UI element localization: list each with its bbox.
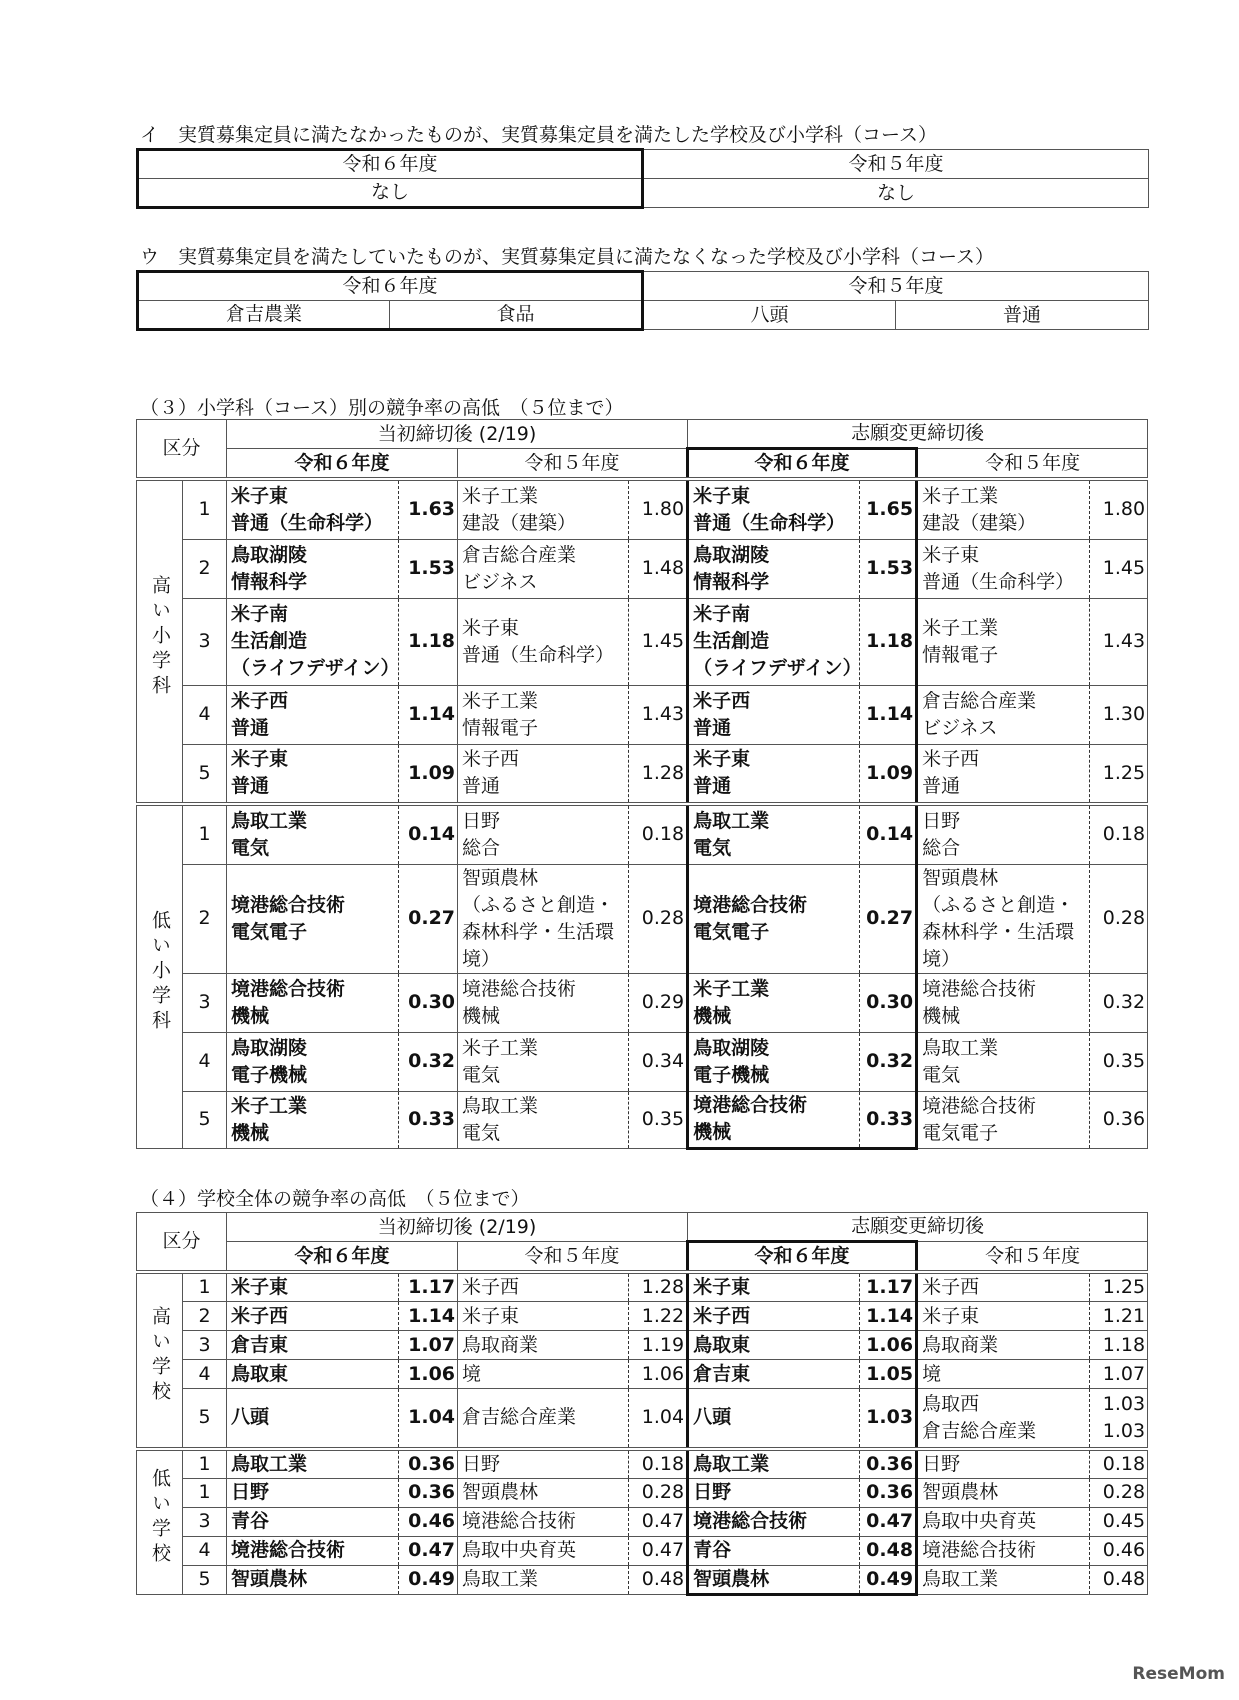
table-row <box>137 1389 1148 1449</box>
competition-rate: 0.36 <box>399 1449 458 1479</box>
school-course: 智頭農林 <box>458 1478 629 1507</box>
school-course: 米子東 普通（生命科学） <box>227 479 399 539</box>
competition-rate: 1.14 <box>399 685 458 744</box>
school-course: 鳥取東 <box>688 1331 860 1360</box>
table-row <box>137 864 1148 973</box>
school-course: 鳥取湖陵 電子機械 <box>688 1032 860 1091</box>
school-course: 鳥取工業 電気 <box>917 1032 1090 1091</box>
school-course: 境港総合技術 <box>688 1507 860 1536</box>
school-course: 米子南 生活創造 （ライフデザイン） <box>227 598 399 685</box>
school-course: 智頭農林 （ふるさと創造・森林科学・生活環境） <box>917 864 1090 973</box>
school-course: 日野 <box>688 1478 860 1507</box>
group-label: 低い小学科 <box>137 804 183 1148</box>
table4-title: （４）学校全体の競争率の高低 （５位まで） <box>140 1188 530 1210</box>
school-course: 鳥取工業 電気 <box>688 804 860 864</box>
school-course: 米子西 普通 <box>458 744 629 804</box>
competition-rate: 1.53 <box>860 539 917 598</box>
school-course: 米子西 <box>688 1302 860 1331</box>
competition-rate: 0.47 <box>399 1536 458 1565</box>
competition-rate: 1.06 <box>399 1360 458 1389</box>
competition-rate: 1.04 <box>399 1389 458 1449</box>
school-course: 倉吉総合産業 <box>458 1389 629 1449</box>
rank: 5 <box>183 1389 227 1449</box>
school-course: 倉吉東 <box>227 1331 399 1360</box>
school-course: 米子西 普通 <box>227 685 399 744</box>
competition-rate: 1.06 <box>860 1331 917 1360</box>
school-course: 智頭農林 <box>227 1565 399 1594</box>
competition-rate: 1.03 <box>860 1389 917 1449</box>
competition-rate: 0.49 <box>399 1565 458 1594</box>
competition-rate: 1.04 <box>629 1389 688 1449</box>
change-r6-header: 令和６年度 <box>688 449 917 480</box>
competition-rate: 1.21 <box>1090 1302 1148 1331</box>
school-course: 米子工業 建設（建築） <box>917 479 1090 539</box>
rank: 1 <box>183 1449 227 1479</box>
competition-rate: 0.18 <box>629 1449 688 1479</box>
rank: 5 <box>183 744 227 804</box>
table-row <box>137 1272 1148 1302</box>
group-label: 高い学校 <box>137 1272 183 1449</box>
kubun-header: 区分 <box>137 420 227 480</box>
school-course: 鳥取湖陵 電子機械 <box>227 1032 399 1091</box>
school-course: 米子東 普通（生命科学） <box>688 479 860 539</box>
course-ranking-table <box>136 419 1148 1150</box>
school-course: 鳥取湖陵 情報科学 <box>688 539 860 598</box>
school-course: 青谷 <box>688 1536 860 1565</box>
initial-r6-header: 令和６年度 <box>227 1242 458 1273</box>
school-course: 米子東 <box>458 1302 629 1331</box>
competition-rate: 1.05 <box>860 1360 917 1389</box>
competition-rate: 0.18 <box>629 804 688 864</box>
change-r5-header: 令和５年度 <box>917 1242 1148 1273</box>
school-course: 米子工業 電気 <box>458 1032 629 1091</box>
school-course: 鳥取東 <box>227 1360 399 1389</box>
school-course: 境 <box>458 1360 629 1389</box>
change-deadline-header: 志願変更締切後 <box>688 420 1148 449</box>
school-course: 鳥取商業 <box>458 1331 629 1360</box>
rank: 3 <box>183 1507 227 1536</box>
competition-rate: 1.25 <box>1090 744 1148 804</box>
r6-course: 食品 <box>390 301 643 330</box>
rank: 5 <box>183 1091 227 1148</box>
school-course: 境港総合技術 <box>458 1507 629 1536</box>
group-label: 高い小学科 <box>137 479 183 804</box>
competition-rate: 1.07 <box>399 1331 458 1360</box>
rank: 4 <box>183 685 227 744</box>
competition-rate: 0.46 <box>399 1507 458 1536</box>
school-course: 境港総合技術 <box>917 1536 1090 1565</box>
competition-rate: 0.28 <box>629 864 688 973</box>
competition-rate: 0.49 <box>860 1565 917 1594</box>
r6-school: 倉吉農業 <box>138 301 390 330</box>
rank: 2 <box>183 864 227 973</box>
r5-school: 八頭 <box>643 301 896 330</box>
school-course: 米子西 <box>917 1272 1090 1302</box>
table-row <box>137 1536 1148 1565</box>
school-course: 青谷 <box>227 1507 399 1536</box>
school-course: 米子工業 情報電子 <box>917 598 1090 685</box>
school-course: 境港総合技術 電気電子 <box>227 864 399 973</box>
school-course: 米子西 <box>227 1302 399 1331</box>
group-label: 低い学校 <box>137 1449 183 1595</box>
competition-rate: 0.36 <box>860 1478 917 1507</box>
table-row <box>137 598 1148 685</box>
rank: 3 <box>183 1331 227 1360</box>
rank: 2 <box>183 539 227 598</box>
school-course: 米子東 普通 <box>227 744 399 804</box>
rank: 1 <box>183 479 227 539</box>
rank: 4 <box>183 1360 227 1389</box>
table-row <box>137 1478 1148 1507</box>
school-course: 鳥取工業 電気 <box>458 1091 629 1148</box>
school-course: 鳥取西 倉吉総合産業 <box>917 1389 1090 1449</box>
table-row <box>137 1449 1148 1479</box>
competition-rate: 0.14 <box>399 804 458 864</box>
school-course: 鳥取工業 <box>688 1449 860 1479</box>
change-deadline-header: 志願変更締切後 <box>688 1213 1148 1242</box>
table-row <box>137 1032 1148 1091</box>
competition-rate: 0.18 <box>1090 1449 1148 1479</box>
competition-rate: 1.19 <box>629 1331 688 1360</box>
section-u-title: ウ 実質募集定員を満たしていたものが、実質募集定員に満たなくなった学校及び小学科（コース） <box>140 246 995 268</box>
competition-rate: 1.43 <box>629 685 688 744</box>
school-course: 米子工業 情報電子 <box>458 685 629 744</box>
competition-rate: 1.14 <box>860 1302 917 1331</box>
change-r5-header: 令和５年度 <box>917 449 1148 480</box>
competition-rate: 0.32 <box>860 1032 917 1091</box>
competition-rate: 1.18 <box>860 598 917 685</box>
competition-rate: 1.53 <box>399 539 458 598</box>
competition-rate: 0.27 <box>399 864 458 973</box>
school-course: 日野 <box>917 1449 1090 1479</box>
school-course: 米子西 普通 <box>917 744 1090 804</box>
competition-rate: 0.27 <box>860 864 917 973</box>
competition-rate: 0.18 <box>1090 804 1148 864</box>
school-course: 日野 総合 <box>458 804 629 864</box>
competition-rate: 1.07 <box>1090 1360 1148 1389</box>
table-row <box>137 1360 1148 1389</box>
initial-r6-header: 令和６年度 <box>227 449 458 480</box>
rank: 3 <box>183 973 227 1032</box>
competition-rate: 1.17 <box>399 1272 458 1302</box>
r5-course: 普通 <box>896 301 1149 330</box>
competition-rate: 1.45 <box>1090 539 1148 598</box>
competition-rate: 1.03 1.03 <box>1090 1389 1148 1449</box>
kubun-header: 区分 <box>137 1213 227 1273</box>
competition-rate: 1.17 <box>860 1272 917 1302</box>
school-course: 鳥取中央育英 <box>917 1507 1090 1536</box>
competition-rate: 1.18 <box>399 598 458 685</box>
competition-rate: 0.36 <box>860 1449 917 1479</box>
resemom-watermark: ReseMom <box>1132 1664 1225 1684</box>
competition-rate: 0.34 <box>629 1032 688 1091</box>
school-course: 米子南 生活創造 （ライフデザイン） <box>688 598 860 685</box>
initial-r5-header: 令和５年度 <box>458 1242 688 1273</box>
school-course: 倉吉総合産業 ビジネス <box>458 539 629 598</box>
school-course: 日野 総合 <box>917 804 1090 864</box>
table-row <box>137 539 1148 598</box>
school-course: 境港総合技術 <box>227 1536 399 1565</box>
competition-rate: 0.30 <box>399 973 458 1032</box>
school-course: 米子工業 機械 <box>227 1091 399 1148</box>
competition-rate: 1.45 <box>629 598 688 685</box>
competition-rate: 0.33 <box>399 1091 458 1148</box>
competition-rate: 0.33 <box>860 1091 917 1148</box>
competition-rate: 1.63 <box>399 479 458 539</box>
school-course: 米子工業 建設（建築） <box>458 479 629 539</box>
competition-rate: 1.43 <box>1090 598 1148 685</box>
competition-rate: 1.09 <box>399 744 458 804</box>
school-course: 倉吉総合産業 ビジネス <box>917 685 1090 744</box>
rank: 1 <box>183 804 227 864</box>
school-course: 鳥取中央育英 <box>458 1536 629 1565</box>
r6-value: なし <box>138 179 643 208</box>
competition-rate: 1.48 <box>629 539 688 598</box>
competition-rate: 1.80 <box>1090 479 1148 539</box>
school-course: 鳥取工業 <box>917 1565 1090 1594</box>
school-course: 智頭農林 <box>688 1565 860 1594</box>
school-course: 境港総合技術 電気電子 <box>688 864 860 973</box>
competition-rate: 0.32 <box>399 1032 458 1091</box>
school-course: 米子西 普通 <box>688 685 860 744</box>
competition-rate: 0.36 <box>399 1478 458 1507</box>
competition-rate: 1.25 <box>1090 1272 1148 1302</box>
school-ranking-table <box>136 1212 1148 1596</box>
rank: 2 <box>183 1302 227 1331</box>
competition-rate: 1.22 <box>629 1302 688 1331</box>
competition-rate: 0.48 <box>860 1536 917 1565</box>
competition-rate: 0.35 <box>1090 1032 1148 1091</box>
competition-rate: 0.35 <box>629 1091 688 1148</box>
rank: 4 <box>183 1032 227 1091</box>
school-course: 鳥取工業 <box>227 1449 399 1479</box>
competition-rate: 0.29 <box>629 973 688 1032</box>
competition-rate: 0.30 <box>860 973 917 1032</box>
rank: 3 <box>183 598 227 685</box>
r5-header: 令和５年度 <box>643 272 1149 301</box>
school-course: 米子西 <box>458 1272 629 1302</box>
school-course: 境港総合技術 機械 <box>458 973 629 1032</box>
school-course: 米子東 普通（生命科学） <box>917 539 1090 598</box>
competition-rate: 1.30 <box>1090 685 1148 744</box>
school-course: 米子東 <box>688 1272 860 1302</box>
competition-rate: 0.14 <box>860 804 917 864</box>
section-i-table <box>136 148 1149 209</box>
r6-header: 令和６年度 <box>138 150 643 179</box>
school-course: 米子工業 機械 <box>688 973 860 1032</box>
competition-rate: 0.48 <box>629 1565 688 1594</box>
school-course: 日野 <box>227 1478 399 1507</box>
r5-header: 令和５年度 <box>643 150 1149 179</box>
section-i-title: イ 実質募集定員に満たなかったものが、実質募集定員を満たした学校及び小学科（コース） <box>140 124 938 146</box>
table-row <box>137 685 1148 744</box>
competition-rate: 1.14 <box>399 1302 458 1331</box>
school-course: 智頭農林 <box>917 1478 1090 1507</box>
competition-rate: 0.47 <box>629 1536 688 1565</box>
school-course: 境港総合技術 機械 <box>688 1091 860 1148</box>
table-row <box>137 744 1148 804</box>
rank: 1 <box>183 1272 227 1302</box>
table-row <box>137 479 1148 539</box>
school-course: 境港総合技術 電気電子 <box>917 1091 1090 1148</box>
school-course: 八頭 <box>688 1389 860 1449</box>
rank: 1 <box>183 1478 227 1507</box>
school-course: 米子東 <box>227 1272 399 1302</box>
section-u-table <box>136 270 1149 331</box>
competition-rate: 0.48 <box>1090 1565 1148 1594</box>
school-course: 鳥取商業 <box>917 1331 1090 1360</box>
competition-rate: 0.28 <box>629 1478 688 1507</box>
school-course: 境港総合技術 機械 <box>917 973 1090 1032</box>
rank: 4 <box>183 1536 227 1565</box>
table-row <box>137 973 1148 1032</box>
competition-rate: 1.80 <box>629 479 688 539</box>
school-course: 米子東 普通 <box>688 744 860 804</box>
school-course: 鳥取湖陵 情報科学 <box>227 539 399 598</box>
school-course: 鳥取工業 電気 <box>227 804 399 864</box>
competition-rate: 1.06 <box>629 1360 688 1389</box>
competition-rate: 1.18 <box>1090 1331 1148 1360</box>
competition-rate: 0.47 <box>860 1507 917 1536</box>
r6-header: 令和６年度 <box>138 272 643 301</box>
competition-rate: 0.32 <box>1090 973 1148 1032</box>
initial-deadline-header: 当初締切後 (2/19) <box>227 420 688 449</box>
competition-rate: 1.14 <box>860 685 917 744</box>
competition-rate: 0.47 <box>629 1507 688 1536</box>
competition-rate: 1.65 <box>860 479 917 539</box>
competition-rate: 1.09 <box>860 744 917 804</box>
table-row <box>137 1331 1148 1360</box>
table-row <box>137 1091 1148 1148</box>
competition-rate: 0.36 <box>1090 1091 1148 1148</box>
school-course: 米子東 普通（生命科学） <box>458 598 629 685</box>
competition-rate: 0.45 <box>1090 1507 1148 1536</box>
competition-rate: 0.46 <box>1090 1536 1148 1565</box>
table-row <box>137 1302 1148 1331</box>
competition-rate: 1.28 <box>629 1272 688 1302</box>
competition-rate: 0.28 <box>1090 864 1148 973</box>
school-course: 八頭 <box>227 1389 399 1449</box>
competition-rate: 0.28 <box>1090 1478 1148 1507</box>
competition-rate: 1.28 <box>629 744 688 804</box>
school-course: 鳥取工業 <box>458 1565 629 1594</box>
initial-r5-header: 令和５年度 <box>458 449 688 480</box>
table-row <box>137 1565 1148 1594</box>
school-course: 米子東 <box>917 1302 1090 1331</box>
table-row <box>137 804 1148 864</box>
change-r6-header: 令和６年度 <box>688 1242 917 1273</box>
school-course: 境港総合技術 機械 <box>227 973 399 1032</box>
school-course: 倉吉東 <box>688 1360 860 1389</box>
table-row <box>137 1507 1148 1536</box>
school-course: 智頭農林 （ふるさと創造・森林科学・生活環境） <box>458 864 629 973</box>
r5-value: なし <box>643 179 1149 208</box>
school-course: 境 <box>917 1360 1090 1389</box>
school-course: 日野 <box>458 1449 629 1479</box>
table3-title: （３）小学科（コース）別の競争率の高低 （５位まで） <box>140 397 624 419</box>
initial-deadline-header: 当初締切後 (2/19) <box>227 1213 688 1242</box>
rank: 5 <box>183 1565 227 1594</box>
